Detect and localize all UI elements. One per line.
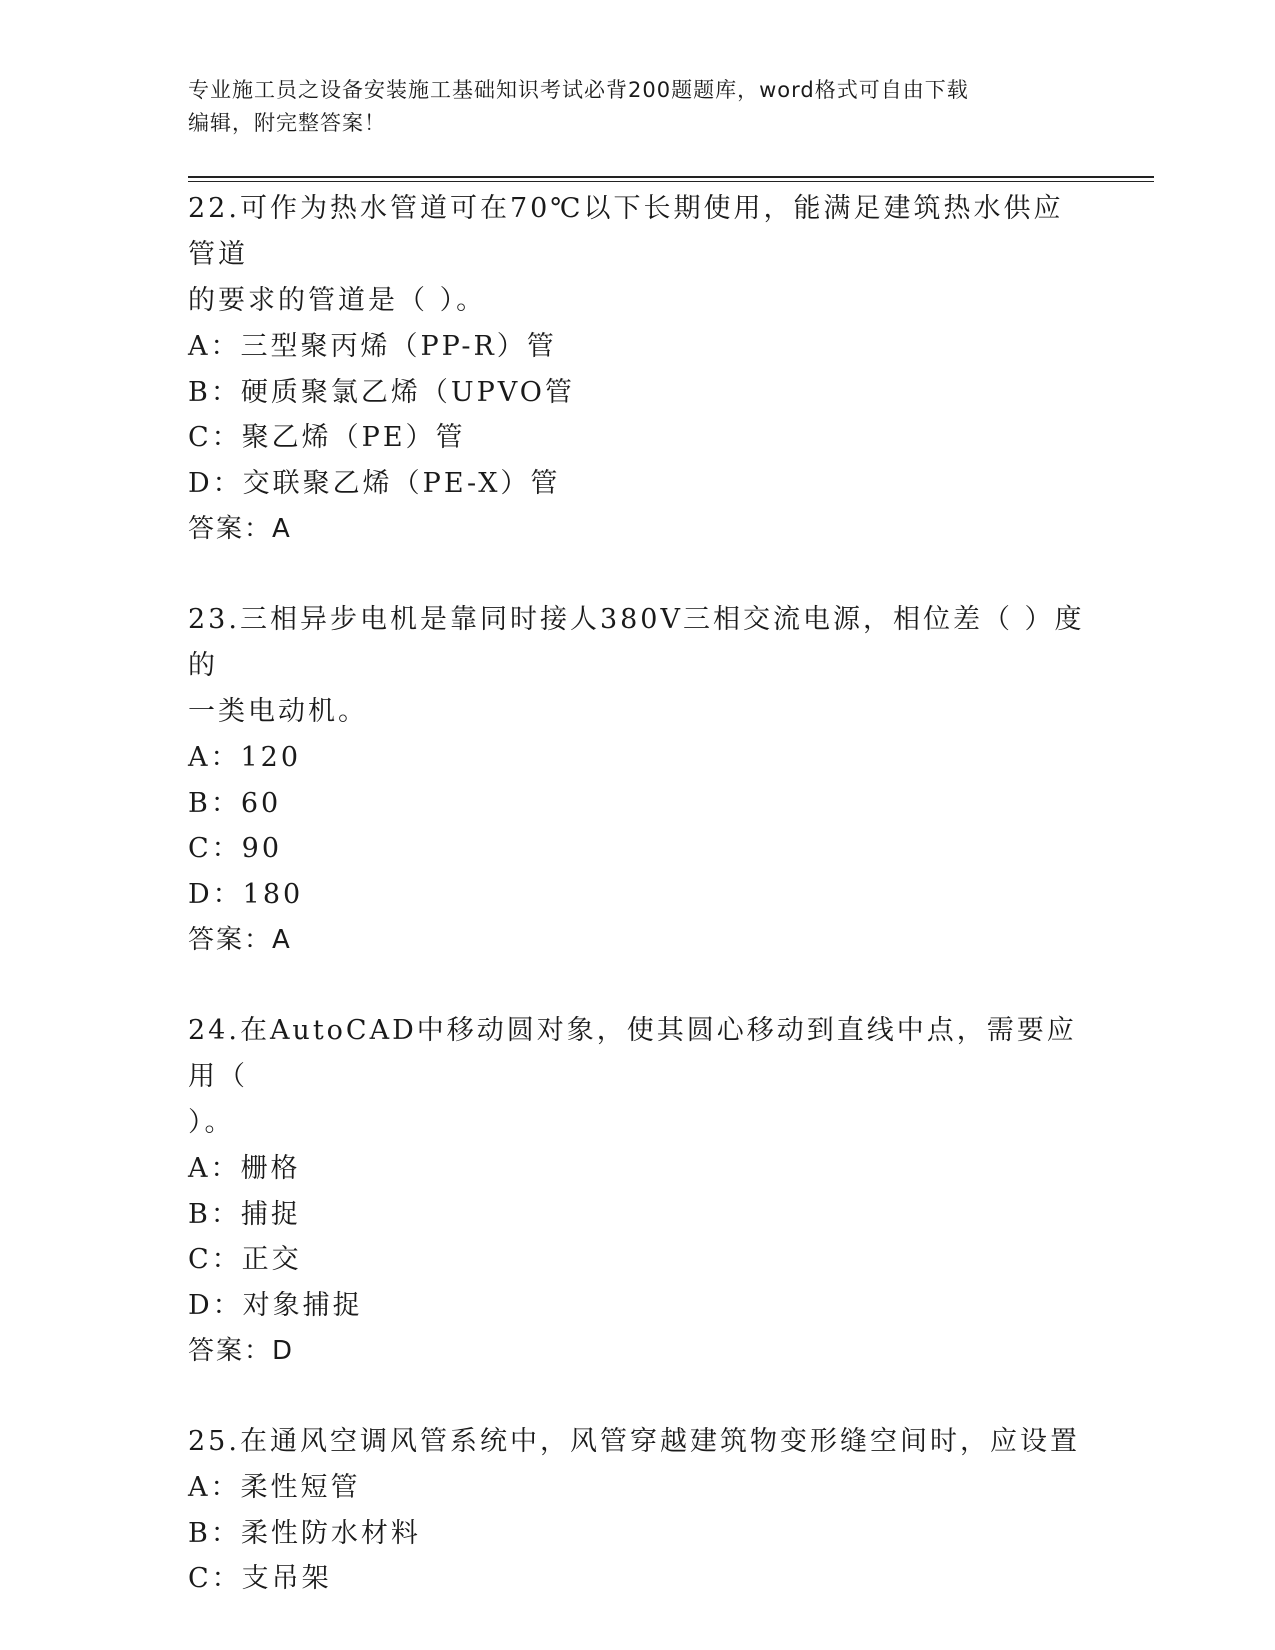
question-gap: [188, 963, 1088, 1008]
option-d: [188, 1283, 1088, 1329]
document-header: [188, 74, 1068, 140]
option-text: 聚乙烯（PE）管: [241, 422, 466, 453]
option-text: 硬质聚氯乙烯（UPVO管: [240, 376, 575, 408]
header-divider-thick: [188, 176, 1154, 178]
answer-line: 答案：A: [188, 514, 292, 544]
option-text: 支吊架: [241, 1563, 332, 1594]
question-stem-continued: ）。: [188, 1107, 235, 1138]
option-key: D：: [188, 878, 243, 910]
question-24: [188, 1008, 1088, 1374]
option-a: [188, 1146, 1088, 1192]
option-d: [188, 461, 1088, 507]
option-key: C：: [188, 422, 242, 453]
header-title-line-1: 专业施工员之设备安装施工基础知识考试必背200题题库，word格式可自由下载: [188, 78, 969, 102]
option-text: 三型聚丙烯（PP-R）管: [240, 331, 557, 362]
question-stem-continued: 的要求的管道是（ ）。: [188, 285, 487, 316]
option-text: 90: [241, 833, 283, 864]
option-c: [188, 1237, 1088, 1283]
option-key: C：: [188, 833, 242, 864]
question-stem: 24.在AutoCAD中移动圆对象，使其圆心移动到直线中点，需要应用（: [188, 1015, 1077, 1092]
question-25: [188, 1419, 1088, 1602]
option-text: 交联聚乙烯（PE-X）管: [242, 467, 561, 499]
question-list: [188, 186, 1088, 1602]
option-a: [188, 324, 1088, 370]
option-key: A：: [188, 331, 241, 362]
option-d: [188, 872, 1088, 918]
option-text: 120: [240, 742, 302, 773]
option-a: [188, 735, 1088, 781]
option-c: [188, 415, 1088, 461]
option-key: D：: [188, 467, 243, 499]
header-divider-thin: [188, 181, 1154, 182]
answer-line: 答案：D: [188, 1336, 295, 1366]
question-22: [188, 186, 1088, 552]
option-key: C：: [188, 1244, 242, 1275]
header-title-line-2: 编辑，附完整答案！: [188, 111, 386, 135]
option-text: 正交: [241, 1244, 302, 1275]
option-c: [188, 826, 1088, 872]
question-stem: 25.在通风空调风管系统中，风管穿越建筑物变形缝空间时，应设置: [188, 1426, 1080, 1457]
question-stem: 22.可作为热水管道可在70℃以下长期使用，能满足建筑热水供应管道: [188, 193, 1064, 270]
option-a: [188, 1465, 1088, 1511]
option-b: [188, 1511, 1088, 1557]
option-text: 柔性短管: [240, 1472, 361, 1503]
option-key: B：: [188, 1517, 241, 1549]
question-23: [188, 597, 1088, 963]
question-gap: [188, 552, 1088, 597]
option-key: A：: [188, 1472, 241, 1503]
question-gap: [188, 1374, 1088, 1419]
option-key: B：: [188, 376, 241, 408]
option-text: 对象捕捉: [242, 1289, 363, 1321]
option-text: 柔性防水材料: [240, 1517, 421, 1549]
option-key: A：: [188, 742, 241, 773]
option-key: B：: [188, 787, 241, 819]
question-stem-continued: 一类电动机。: [188, 696, 368, 727]
option-text: 60: [240, 787, 282, 819]
option-key: A：: [188, 1153, 241, 1184]
option-b: [188, 1192, 1088, 1238]
option-key: D：: [188, 1289, 243, 1321]
option-b: [188, 781, 1088, 827]
option-c: [188, 1556, 1088, 1602]
option-b: [188, 370, 1088, 416]
option-text: 栅格: [240, 1153, 301, 1184]
option-text: 捕捉: [240, 1198, 301, 1230]
option-key: C：: [188, 1563, 242, 1594]
question-stem: 23.三相异步电机是靠同时接人380V三相交流电源，相位差（ ）度的: [188, 604, 1085, 681]
option-text: 180: [242, 878, 304, 910]
option-key: B：: [188, 1198, 241, 1230]
answer-line: 答案：A: [188, 925, 292, 955]
